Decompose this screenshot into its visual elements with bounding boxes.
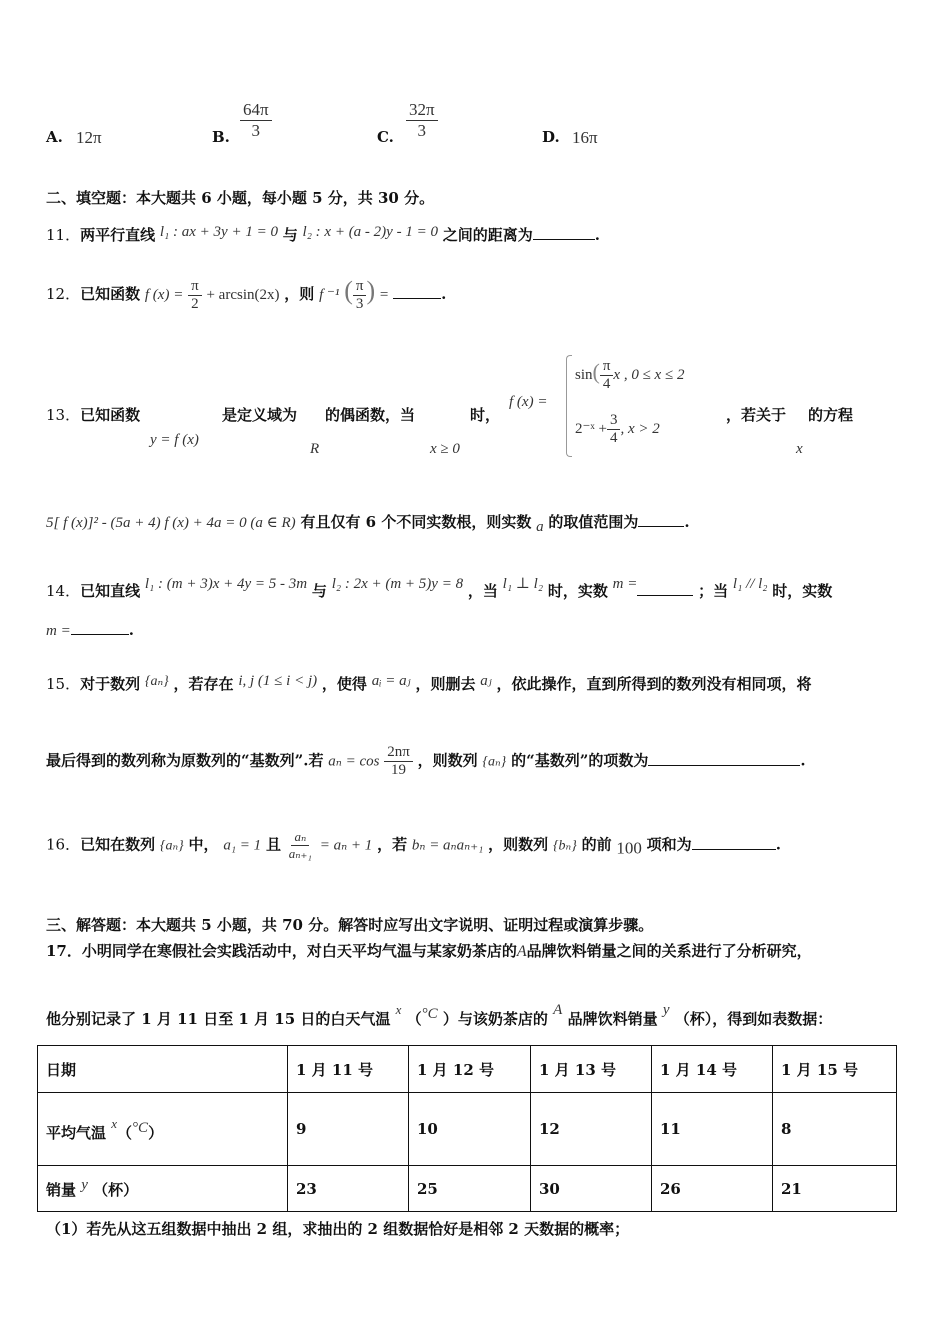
- q17-sub1: （1）若先从这五组数据中抽出 2 组，求抽出的 2 组数据恰好是相邻 2 天数据的概率；: [46, 1220, 630, 1238]
- option-b-label: B.: [212, 128, 230, 146]
- table-cell: 23: [288, 1166, 409, 1212]
- question-13-line2: 5[ f (x)]² - (5a + 4) f (x) + 4a = 0 (a ∈ R) 有且仅有 6 个不同实数根，则实数 a 的取值范围为 .: [46, 513, 690, 535]
- table-cell: 9: [288, 1093, 409, 1166]
- table-row: [38, 1166, 897, 1212]
- q13-text3: 的偶函数，当: [325, 406, 416, 424]
- table-cell: 10: [409, 1093, 531, 1166]
- section2-heading: 二、填空题：本大题共 6 小题，每小题 5 分，共 30 分。: [46, 189, 435, 207]
- option-b-value: $\frac{64\pi}{3}$: [240, 100, 272, 141]
- table-cell: 1 月 11 号: [288, 1046, 409, 1093]
- table-cell: 日期: [38, 1046, 288, 1093]
- question-12: 12．已知函数 f (x) = $\frac{\pi}{2}$ + arcsin(2x) ，则 f ⁻¹ ( $\frac{\pi}{3}$ ) = .: [46, 276, 447, 312]
- table-row: [38, 1093, 897, 1166]
- table-cell: 平均气温 x（°C）: [38, 1093, 288, 1166]
- q13-text5: ，若关于: [726, 406, 787, 424]
- question-14-line1: 14．已知直线 l₁ : (m + 3)x + 4y = 5 - 3m 与 l₂ : 2x + (m + 5)y = 8 ，当 l₁ ⊥ l₂ 时，实数 m = ；当 l₁ // l₂ 时，实数: [46, 576, 833, 600]
- table-cell: 1 月 12 号: [409, 1046, 531, 1093]
- q13-text4: 时，: [470, 406, 501, 424]
- option-d-label: D.: [542, 128, 560, 146]
- question-11: 11．两平行直线 l₁ : ax + 3y + 1 = 0 与 l₂ : x + (a - 2)y - 1 = 0 之间的距离为 .: [46, 224, 600, 244]
- q13-text2: 是定义域为: [222, 406, 298, 424]
- question-14-line2: m = .: [46, 621, 134, 639]
- section3-heading: 三、解答题：本大题共 5 小题，共 70 分。解答时应写出文字说明、证明过程或演算步骤。: [46, 916, 654, 934]
- table-cell: 11: [652, 1093, 773, 1166]
- option-d-value: 16π: [572, 128, 598, 147]
- table-cell: 30: [531, 1166, 652, 1212]
- table-cell: 21: [773, 1166, 897, 1212]
- data-table: [37, 1045, 897, 1212]
- question-13-line1: 13．已知函数: [46, 406, 141, 424]
- q13-R: R: [310, 441, 320, 457]
- table-cell: 1 月 15 号: [773, 1046, 897, 1093]
- table-cell: 25: [409, 1166, 531, 1212]
- q13-f: f (x) =: [509, 394, 548, 410]
- table-cell: 12: [531, 1093, 652, 1166]
- question-16: 16．已知在数列 {aₙ} 中， a₁ = 1 且 $\frac{\text{aₙ}}{\text{aₙ₊₁}}$ = aₙ + 1 ，若 bₙ = aₙaₙ₊₁ ，则数列 {bₙ} 的前 100 项和为 .: [46, 829, 781, 861]
- option-a-label: A.: [46, 128, 63, 146]
- question-17-line2: 他分别记录了 1 月 11 日至 1 月 15 日的白天气温 x （°C ）与该奶茶店的 A 品牌饮料销量 y （杯），得到如表数据：: [46, 1002, 833, 1028]
- q13-yfx: y = f (x): [150, 432, 199, 448]
- q13-case2: 2⁻ˣ + $\frac{3}{4}$ , x > 2: [575, 412, 660, 446]
- table-cell: 26: [652, 1166, 773, 1212]
- table-cell: 1 月 13 号: [531, 1046, 652, 1093]
- q13-brace: [566, 355, 572, 457]
- option-c-label: C.: [377, 128, 394, 146]
- question-15-line2: 最后得到的数列称为原数列的“基数列”.若 aₙ = cos $\frac{2n\pi}{19}$ ，则数列 {aₙ} 的“基数列”的项数为 .: [46, 744, 806, 778]
- table-header-row: [38, 1046, 897, 1093]
- q13-text6: 的方程: [808, 406, 854, 424]
- table-cell: 销量 y （杯）: [38, 1166, 288, 1212]
- question-17-line1: 17．小明同学在寒假社会实践活动中，对白天平均气温与某家奶茶店的A品牌饮料销量之间的关系进行了分析研究，: [46, 942, 812, 960]
- table-cell: 1 月 14 号: [652, 1046, 773, 1093]
- option-c-value: $\frac{32\pi}{3}$: [406, 100, 438, 141]
- option-a-value: 12π: [76, 128, 102, 147]
- question-15-line1: 15．对于数列 {aₙ} ，若存在 i, j (1 ≤ i < j) ，使得 aᵢ = aⱼ ，则删去 aⱼ ，依此操作，直到所得到的数列没有相同项，将: [46, 673, 812, 693]
- table-cell: 8: [773, 1093, 897, 1166]
- q13-cond: x ≥ 0: [430, 441, 460, 457]
- q13-case1: sin( $\frac{\pi}{4}$ x , 0 ≤ x ≤ 2: [575, 358, 685, 392]
- q13-x: x: [796, 441, 803, 457]
